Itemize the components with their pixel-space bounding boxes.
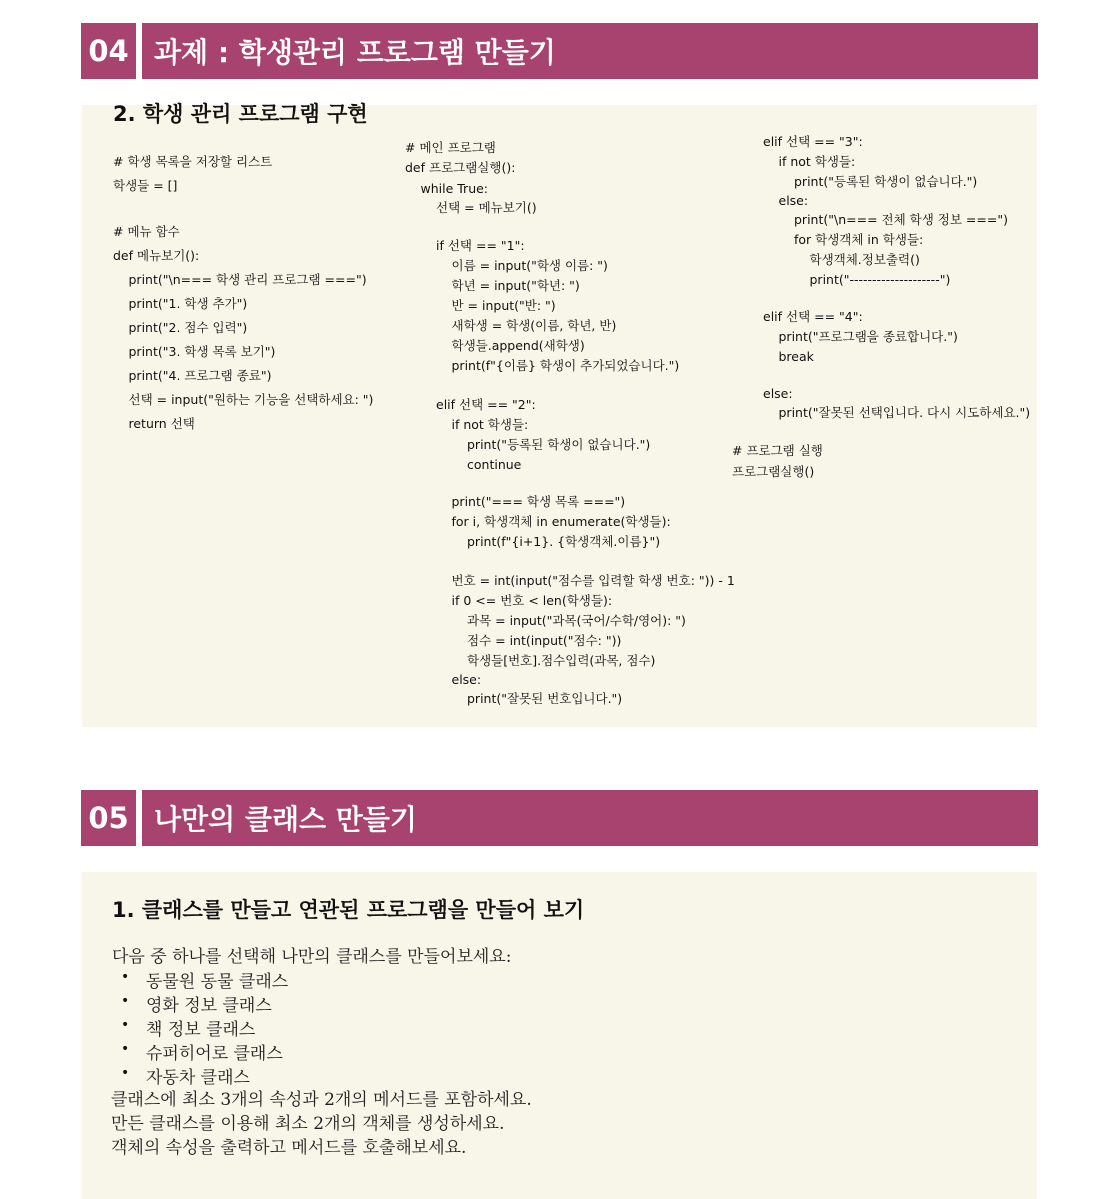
code-line: break xyxy=(778,349,814,364)
section-04-subheading: 2. 학생 관리 프로그램 구현 xyxy=(113,102,368,126)
class-option-item: 자동차 클래스 xyxy=(146,1068,250,1088)
code-line: if 0 <= 번호 < len(학생들): xyxy=(451,593,613,608)
section-number: 05 xyxy=(81,790,136,846)
code-line: return 선택 xyxy=(128,416,195,431)
code-line: def 프로그램실행(): xyxy=(405,160,516,175)
code-line: print("잘못된 번호입니다.") xyxy=(467,691,623,706)
code-line: def 메뉴보기(): xyxy=(113,248,200,263)
code-line: else: xyxy=(451,672,482,687)
intro-text: 다음 중 하나를 선택해 나만의 클래스를 만들어보세요: xyxy=(112,947,512,967)
code-line: else: xyxy=(763,386,793,401)
code-line: # 메뉴 함수 xyxy=(113,224,180,239)
code-line: continue xyxy=(467,457,522,472)
bullet-icon: • xyxy=(121,993,130,1009)
code-line: for i, 학생객체 in enumerate(학생들): xyxy=(451,514,671,529)
class-option-item: 슈퍼히어로 클래스 xyxy=(146,1044,283,1064)
code-line: print("2. 점수 입력") xyxy=(128,320,248,335)
code-line: 프로그램실행() xyxy=(732,464,815,479)
class-option-item: 책 정보 클래스 xyxy=(146,1020,256,1040)
section-title: 과제 : 학생관리 프로그램 만들기 xyxy=(142,23,1038,79)
code-line: # 학생 목록을 저장할 리스트 xyxy=(113,154,273,169)
code-line: elif 선택 == "4": xyxy=(763,309,863,324)
requirement-item: 클래스에 최소 3개의 속성과 2개의 메서드를 포함하세요. xyxy=(111,1090,532,1110)
requirement-item: 객체의 속성을 출력하고 메서드를 호출해보세요. xyxy=(111,1138,467,1158)
code-line: 학생객체.정보출력() xyxy=(809,252,920,267)
code-line: 새학생 = 학생(이름, 학년, 반) xyxy=(451,318,617,333)
code-line: print(f"{이름} 학생이 추가되었습니다.") xyxy=(451,358,680,373)
bullet-icon: • xyxy=(121,1065,130,1081)
code-line: 학생들.append(새학생) xyxy=(451,338,585,353)
code-line: print("등록된 학생이 없습니다.") xyxy=(467,437,651,452)
code-line: elif 선택 == "2": xyxy=(436,397,536,412)
code-line: if 선택 == "1": xyxy=(436,238,525,253)
code-line: print("=== 학생 목록 ===") xyxy=(451,494,626,509)
code-line: print("--------------------") xyxy=(809,272,951,287)
code-line: 반 = input("반: ") xyxy=(451,298,556,313)
section-title: 나만의 클래스 만들기 xyxy=(142,790,1038,846)
code-line: # 메인 프로그램 xyxy=(405,140,496,155)
code-line: print("1. 학생 추가") xyxy=(128,296,248,311)
code-line: 선택 = input("원하는 기능을 선택하세요: ") xyxy=(128,392,374,407)
code-line: print("3. 학생 목록 보기") xyxy=(128,344,276,359)
code-line: 과목 = input("과목(국어/수학/영어): ") xyxy=(467,613,686,628)
code-line: print("등록된 학생이 없습니다.") xyxy=(794,174,978,189)
code-line: 점수 = int(input("점수: ")) xyxy=(467,633,622,648)
bullet-icon: • xyxy=(121,1017,130,1033)
code-line: 번호 = int(input("점수를 입력할 학생 번호: ")) - 1 xyxy=(451,573,735,588)
code-line: print("\n=== 전체 학생 정보 ===") xyxy=(794,212,1008,227)
code-line: print("프로그램을 종료합니다.") xyxy=(778,329,958,344)
code-line: print("잘못된 선택입니다. 다시 시도하세요.") xyxy=(778,405,1031,420)
bullet-icon: • xyxy=(121,1041,130,1057)
class-option-item: 영화 정보 클래스 xyxy=(146,996,272,1016)
code-line: 학년 = input("학년: ") xyxy=(451,278,580,293)
code-line: 선택 = 메뉴보기() xyxy=(436,200,537,215)
code-line: print("4. 프로그램 종료") xyxy=(128,368,272,383)
requirement-item: 만든 클래스를 이용해 최소 2개의 객체를 생성하세요. xyxy=(111,1114,505,1134)
code-line: 이름 = input("학생 이름: ") xyxy=(451,258,608,273)
class-option-item: 동물원 동물 클래스 xyxy=(146,972,289,992)
code-line: 학생들[번호].점수입력(과목, 점수) xyxy=(467,653,656,668)
code-line: elif 선택 == "3": xyxy=(763,134,863,149)
section-05-subheading: 1. 클래스를 만들고 연관된 프로그램을 만들어 보기 xyxy=(112,898,585,922)
section-number: 04 xyxy=(81,23,136,79)
code-line: else: xyxy=(778,193,809,208)
code-line: # 프로그램 실행 xyxy=(732,443,823,458)
code-line: 학생들 = [] xyxy=(113,178,178,193)
code-line: print("\n=== 학생 관리 프로그램 ===") xyxy=(128,272,367,287)
code-line: while True: xyxy=(420,181,489,196)
bullet-icon: • xyxy=(121,969,130,985)
code-line: print(f"{i+1}. {학생객체.이름}") xyxy=(467,534,661,549)
code-line: if not 학생들: xyxy=(778,154,856,169)
code-line: for 학생객체 in 학생들: xyxy=(794,232,924,247)
code-line: if not 학생들: xyxy=(451,417,529,432)
